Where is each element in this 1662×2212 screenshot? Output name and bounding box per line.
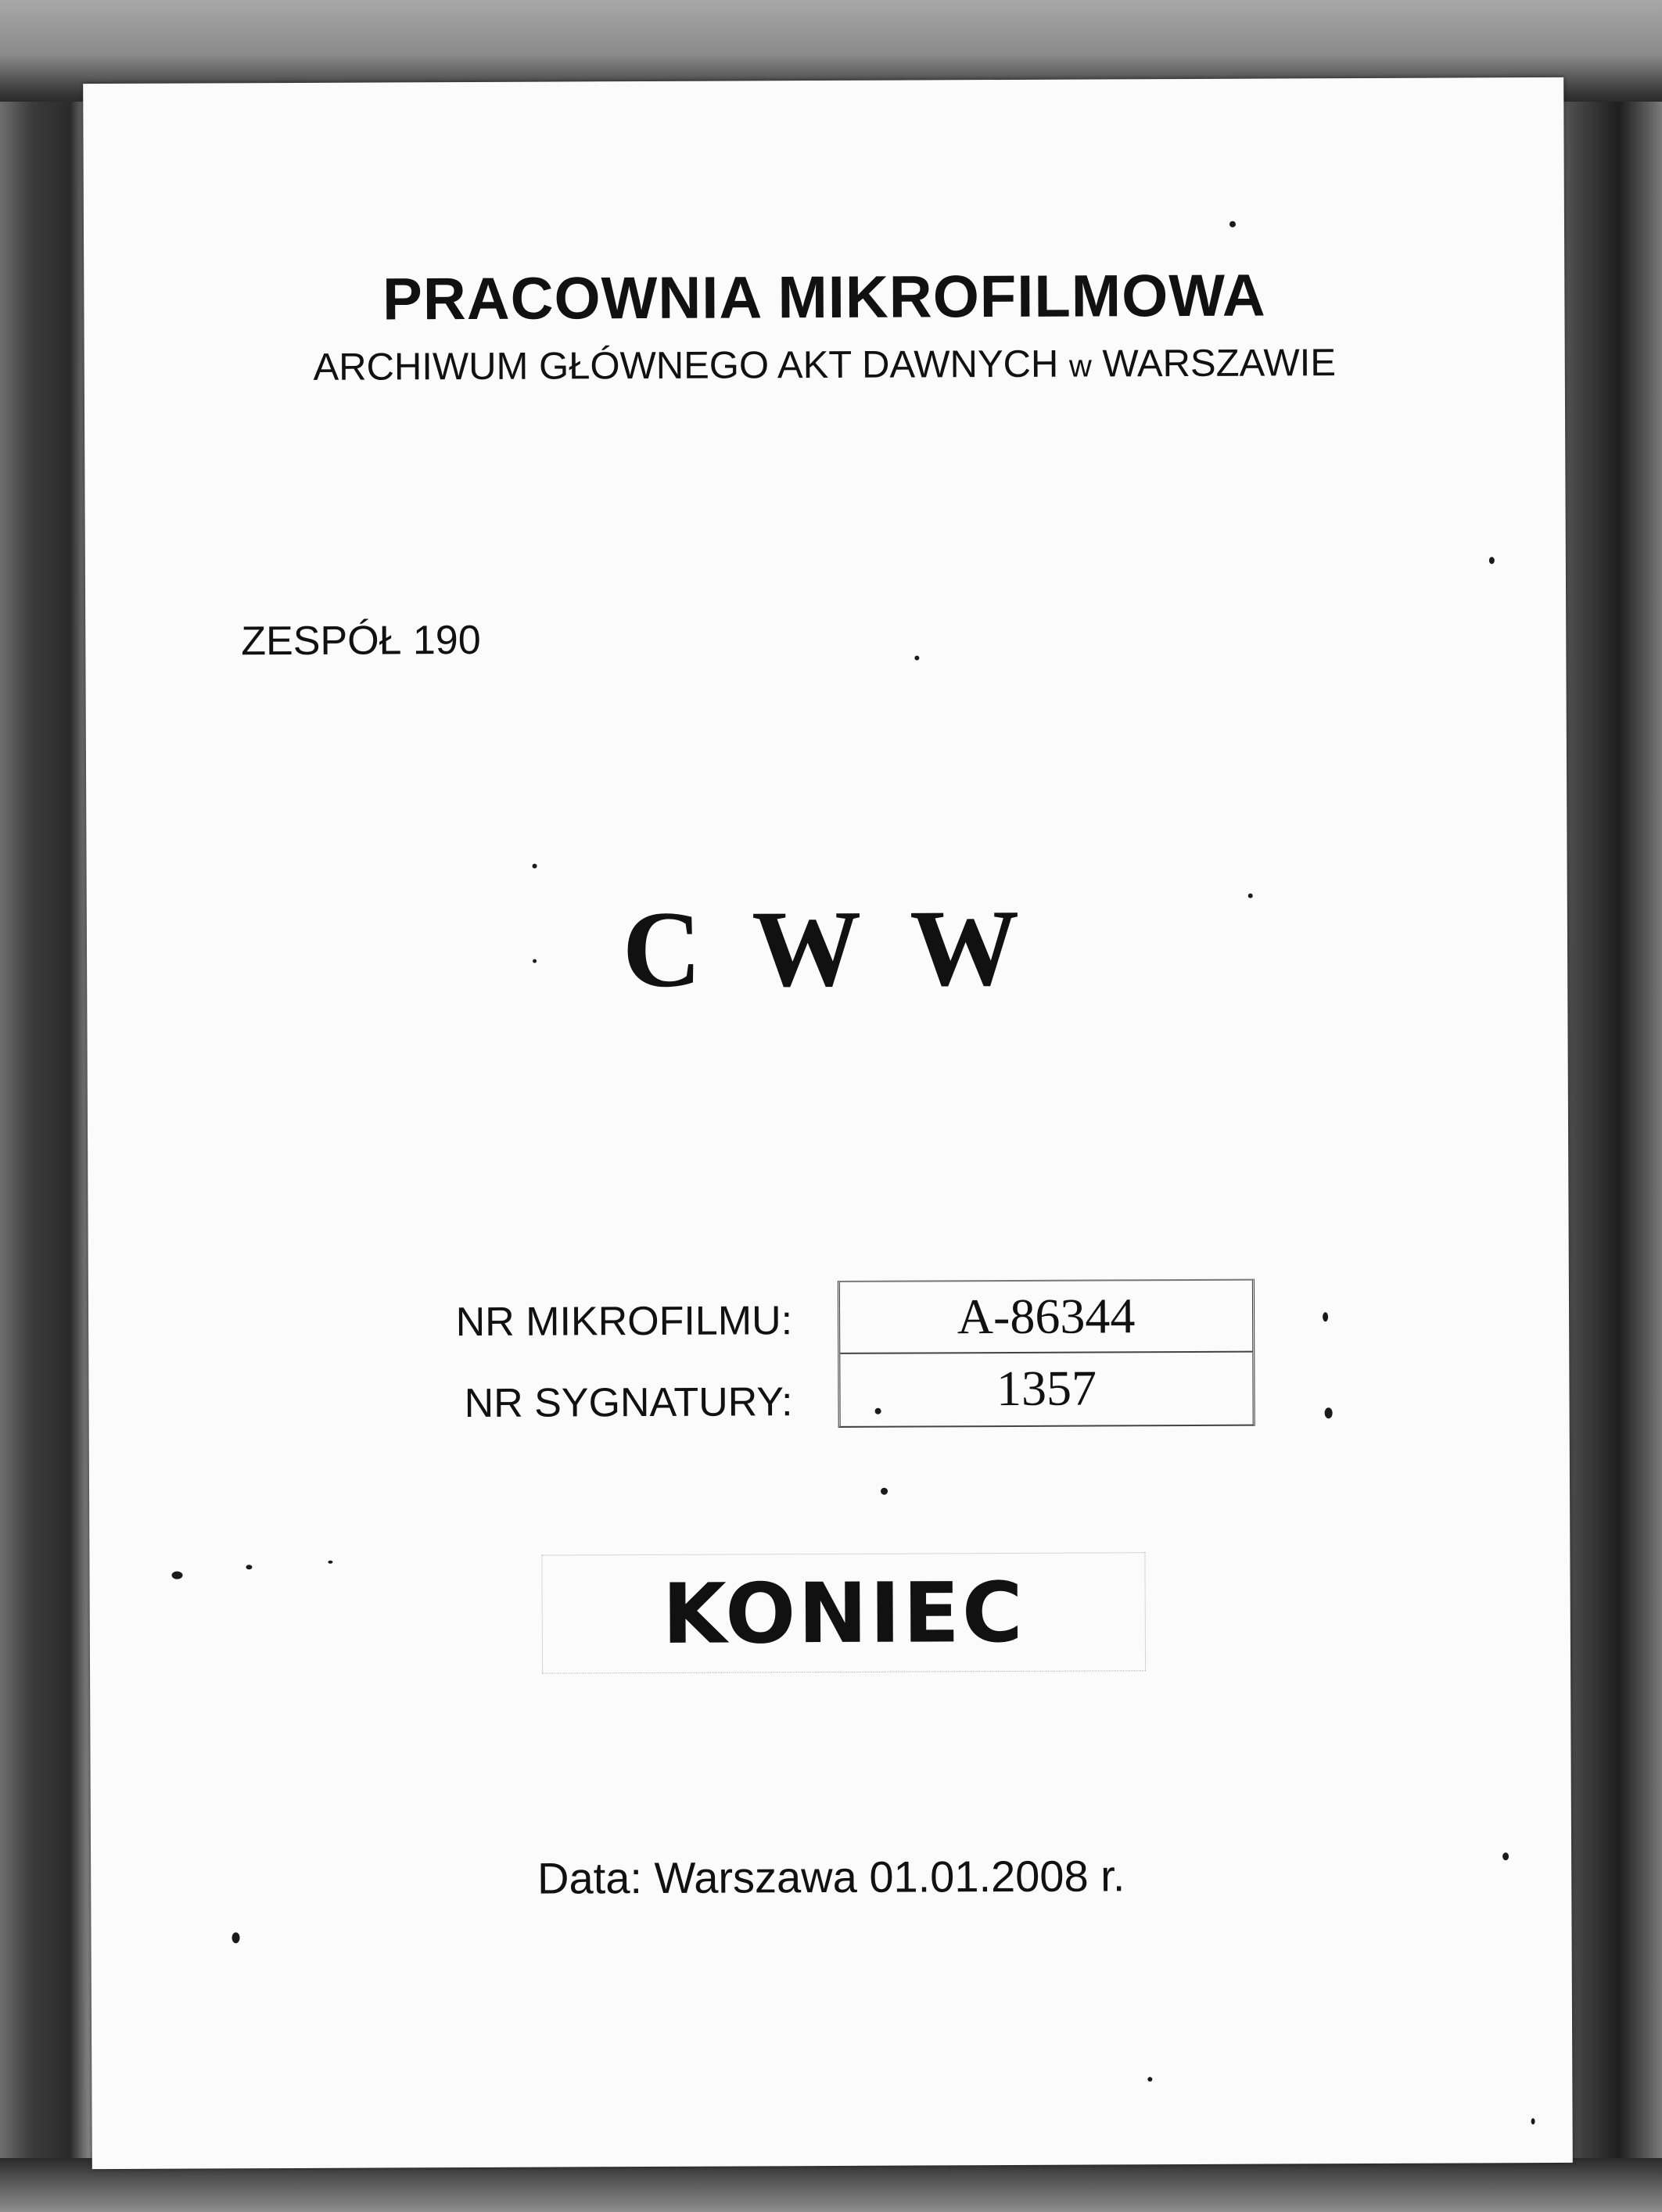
scan-speck xyxy=(875,1408,881,1414)
microfilm-value: A-86344 xyxy=(840,1281,1252,1354)
subtitle-w: w xyxy=(1068,349,1092,384)
scan-speck xyxy=(328,1561,332,1564)
scan-speck xyxy=(246,1565,252,1569)
scan-speck xyxy=(171,1572,182,1579)
scan-speck xyxy=(533,864,537,869)
scan-speck xyxy=(914,655,919,660)
scan-speck xyxy=(1531,2118,1535,2124)
scan-speck xyxy=(1323,1312,1328,1321)
signature-value: 1357 xyxy=(996,1360,1097,1417)
date-line: Data: Warszawa 01.01.2008 r. xyxy=(537,1851,1125,1903)
subtitle-part-1: ARCHIWUM GŁÓWNEGO AKT DAWNYCH xyxy=(313,342,1059,389)
document-subtitle xyxy=(84,340,1565,390)
values-table xyxy=(838,1279,1255,1428)
end-marker-box xyxy=(541,1552,1146,1673)
end-marker: KONIEC xyxy=(662,1564,1025,1662)
scan-speck xyxy=(1325,1407,1333,1418)
document-sheet xyxy=(83,77,1573,2169)
microfilm-label: NR MIKROFILMU: xyxy=(455,1298,793,1346)
scan-speck xyxy=(1147,2077,1152,2081)
signature-label: NR SYGNATURY: xyxy=(464,1379,793,1427)
scan-speck xyxy=(1502,1852,1509,1860)
scan-speck xyxy=(1489,557,1495,564)
scan-speck xyxy=(881,1488,888,1495)
fond-name: C W W xyxy=(622,887,1032,1011)
scan-speck xyxy=(1248,894,1253,898)
scan-speck xyxy=(232,1932,240,1943)
document-title: PRACOWNIA MIKROFILMOWA xyxy=(382,262,1266,333)
subtitle-part-2: WARSZAWIE xyxy=(1102,342,1337,385)
fond-number: ZESPÓŁ 190 xyxy=(241,617,481,665)
scan-speck xyxy=(533,959,537,963)
scan-speck xyxy=(1229,221,1236,228)
